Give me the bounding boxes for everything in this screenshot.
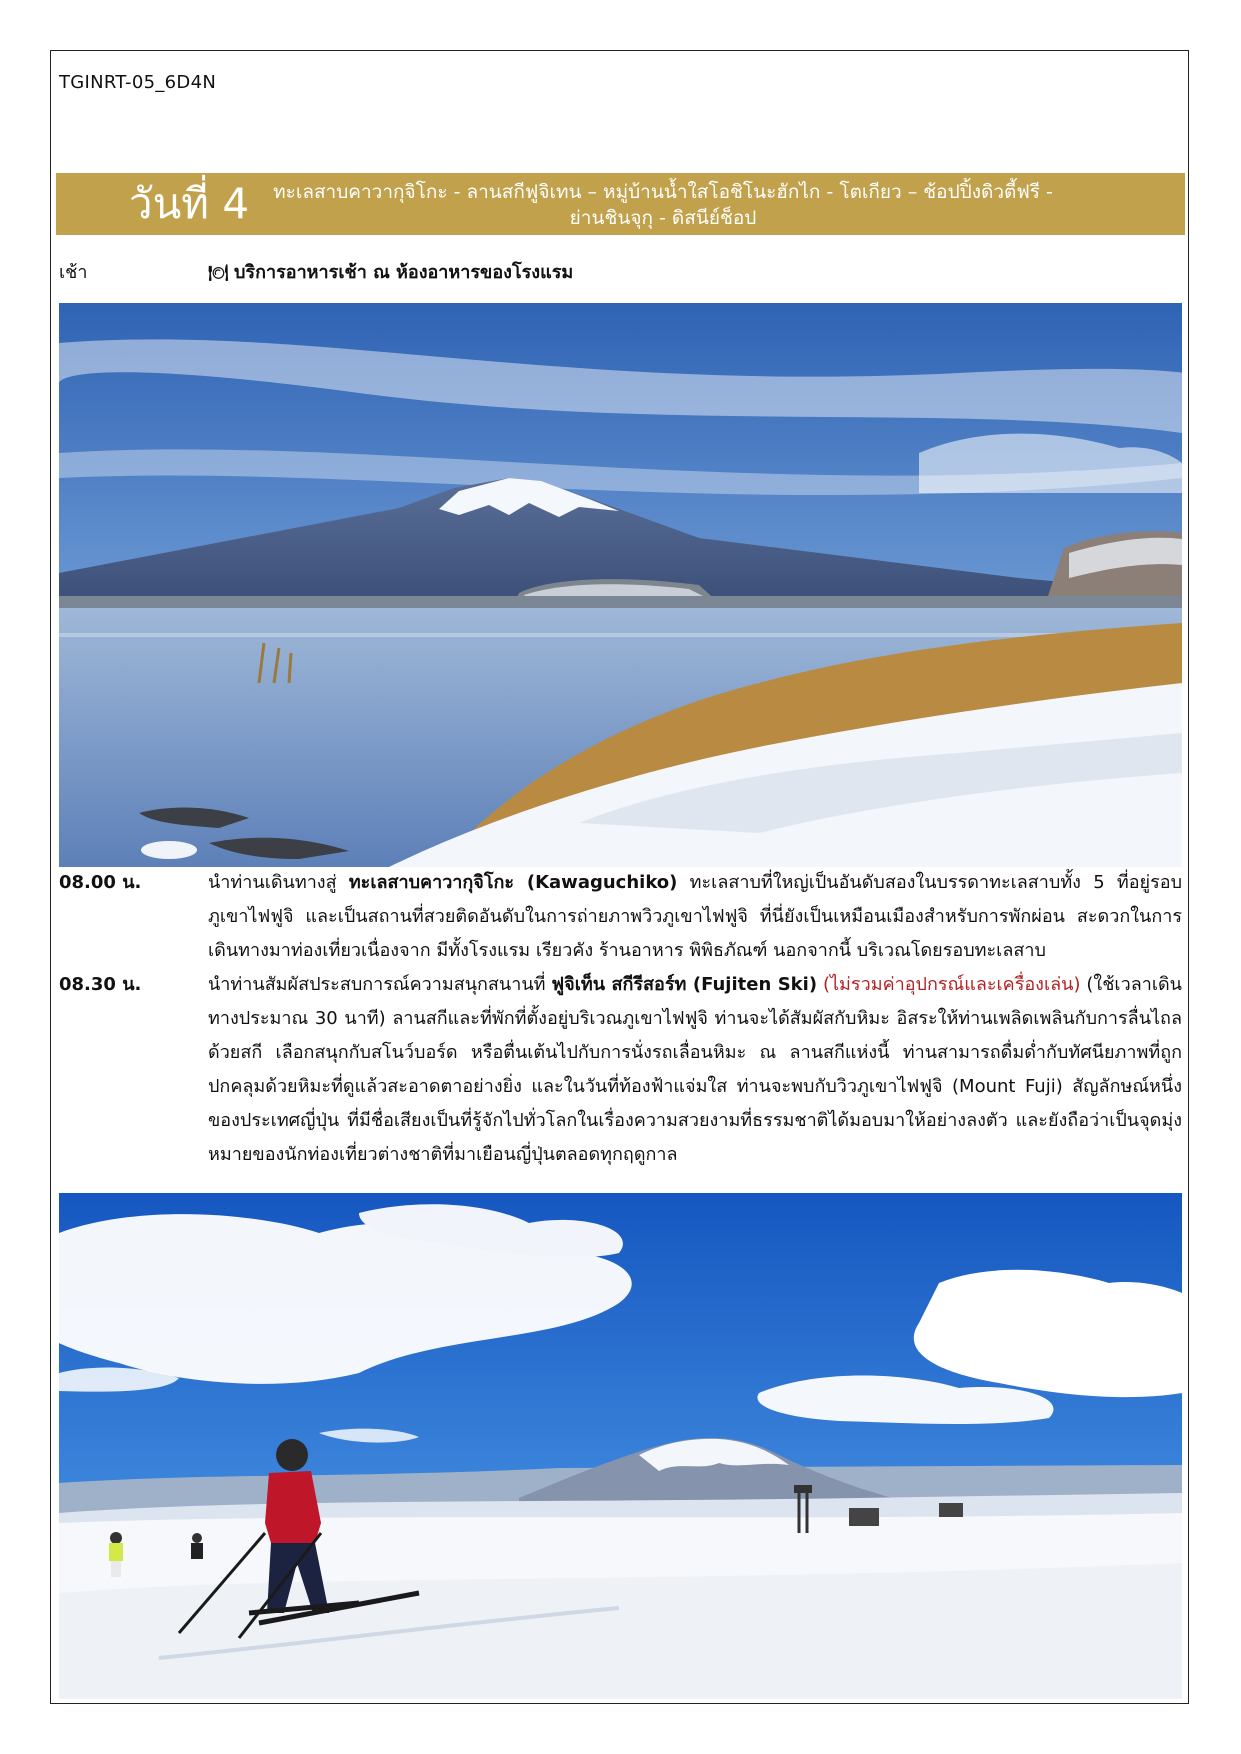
day-title <box>228 179 1098 231</box>
item-1-highlight: ทะเลสาบคาวากุจิโกะ (Kawaguchiko) <box>348 872 678 893</box>
item-2-note: (ไม่รวมค่าอุปกรณ์และเครื่องเล่น) <box>817 974 1081 995</box>
item-1-text <box>208 866 1182 968</box>
item-2-highlight: ฟูจิเท็น สกีรีสอร์ท (Fujiten Ski) <box>551 974 818 995</box>
item-1-body: ทะเลสาบที่ใหญ่เป็นอันดับสองในบรรดาทะเลสาบทั้ง 5 ที่อยู่รอบภูเขาไฟฟูจิ และเป็นสถานที่สวยติดอันดับในการถ่ายภาพวิวภูเขาไฟฟูจิ ที่นี่ยังเป็นเหมือนเมืองสำหรับการพักผ่อน สะดวกในการเดินทางมาท่องเที่ยวเนื่องจาก มีทั้งโรงแรม เรียวคัง ร้านอาหาร พิพิธภัณฑ์ นอกจากนี้ บริเวณโดยรอบทะเลสาบ <box>208 872 1183 961</box>
item-2-intro: นำท่านสัมผัสประสบการณ์ความสนุกสนานที่ <box>208 974 552 995</box>
item-1-intro: นำท่านเดินทางสู่ <box>208 872 349 893</box>
day-title-line-1: ทะเลสาบคาวากุจิโกะ - ลานสกีฟูจิเทน – หมู่บ้านน้ำใสโอชิโนะฮักไก - โตเกียว – ช้อปปิ้งดิวตี้ฟรี - <box>273 181 1053 203</box>
meal-icon: 🍽 <box>208 263 229 282</box>
item-1-time: 08.00 น. <box>59 872 142 893</box>
item-2-body: (ใช้เวลาเดินทางประมาณ 30 นาที) ลานสกีและที่พักที่ตั้งอยู่บริเวณภูเขาไฟฟูจิ ท่านจะได้สัมผัสกับหิมะ อิสระให้ท่านเพลิดเพลินกับการลื่นไถลด้วยสกี เลือกสนุกกับสโนว์บอร์ด หรือตื่นเต้นไปกับการนั่งรถเลื่อนหิมะ ณ ลานสกีแห่งนี้ ท่านสามารถดื่มด่ำกับทัศนียภาพที่ถูกปกคลุมด้วยหิมะที่ดูแล้วสะอาดตาอย่างยิ่ง และในวันที่ท้องฟ้าแจ่มใส ท่านจะพบกับวิวภูเขาไฟฟูจิ (Mount Fuji) สัญลักษณ์หนึ่งของประเทศญี่ปุ่น ที่มีชื่อเสียงเป็นที่รู้จักไปทั่วโลกในเรื่องความสวยงามที่ธรรมชาติได้มอบมาให้อย่างลงตัว และยังถือว่าเป็นจุดมุ่งหมายของนักท่องเที่ยวต่างชาติที่มาเยือนญี่ปุ่นตลอดทุกฤดูกาล <box>208 974 1182 1165</box>
day-title-line-2: ย่านชินจุกุ - ดิสนีย์ช็อป <box>569 207 757 229</box>
item-2-text <box>208 968 1182 1172</box>
day-banner <box>56 173 1185 235</box>
lake-kawaguchiko-photo <box>59 303 1182 867</box>
item-2-time: 08.30 น. <box>59 974 142 995</box>
ski-resort-photo <box>59 1193 1182 1699</box>
breakfast-time: เช้า <box>59 262 88 283</box>
day-label: วันที่ 4 <box>129 179 250 228</box>
document-code: TGINRT-05_6D4N <box>59 72 217 93</box>
breakfast-line <box>208 256 1182 290</box>
breakfast-text: บริการอาหารเช้า ณ ห้องอาหารของโรงแรม <box>234 262 574 283</box>
